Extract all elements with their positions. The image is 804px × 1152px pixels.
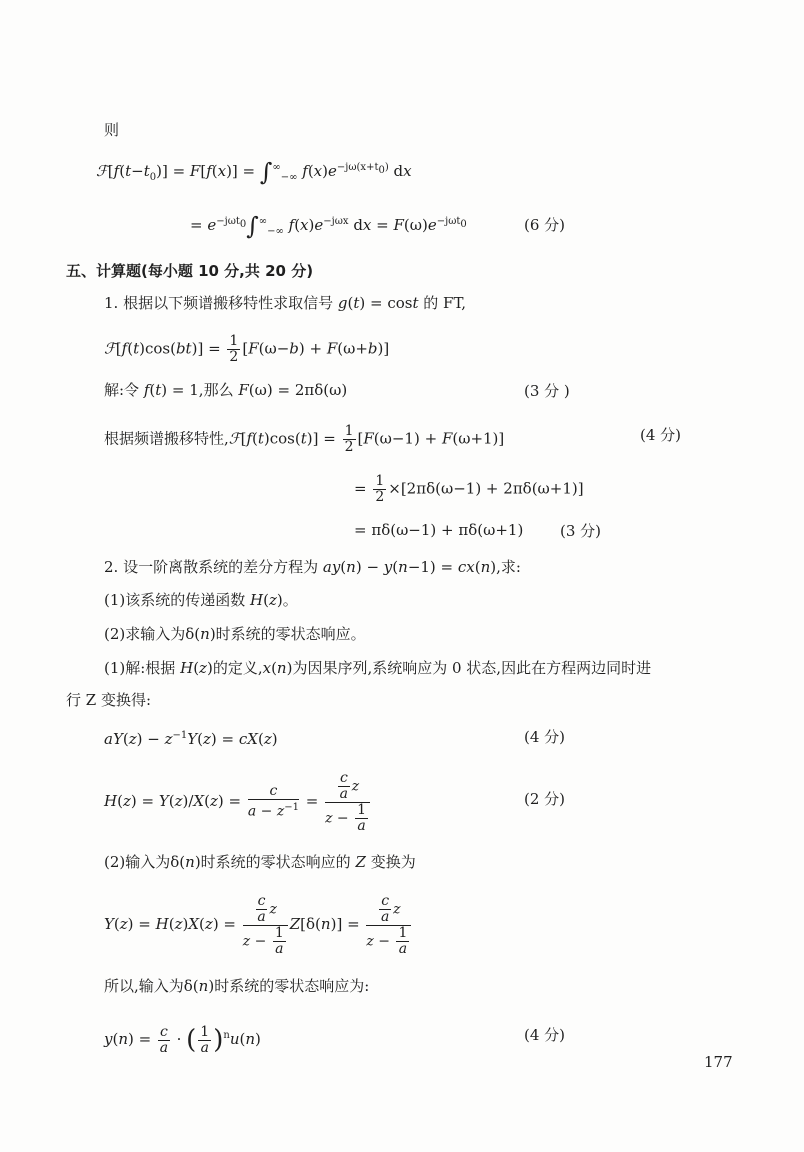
- score-3a: (3 分 ): [524, 382, 570, 400]
- solution-1-label: 解:令: [104, 381, 140, 399]
- solution-2a-line-1: (1)解:根据 H(z)的定义,x(n)为因果序列,系统响应为 0 状态,因此在方程两边同时进: [104, 659, 652, 677]
- solution-1-step-1: 解:令 f(t) = 1,那么 F(ω) = 2πδ(ω): [104, 381, 348, 399]
- solution-2b-p2: 时系统的零状态响应的: [200, 853, 351, 871]
- solution-1-mid: ,那么: [198, 381, 234, 399]
- page-number: 177: [704, 1053, 733, 1071]
- question-1: 1. 根据以下频谱搬移特性求取信号 g(t) = cost 的 FT,: [104, 294, 467, 312]
- equation-shift-property: ℱ[f(t)cos(bt)] = $\frac{1}{2}$ [F(ω−b) + F(ω+b)]: [104, 333, 390, 365]
- equation-ft-shift-2: = $e^{-j\omega t_0}\int^\infty_{-\infty}$ $f(x)e^{-j\omega x}$ dx = $F(\omega)e^{-j\omega t_0}$: [190, 212, 467, 240]
- question-2a-text: (1)该系统的传递函数: [104, 591, 246, 609]
- solution-1-step-4: = πδ(ω−1) + πδ(ω+1): [354, 521, 524, 539]
- equation-ft-shift-1: $ℱ[f(t-t_0)] = F[f(x)] = \int^\infty_{-\infty}$ $f(x)e^{-j\omega(x+t_0)}$ dx: [96, 158, 412, 186]
- score-2: (2 分): [524, 790, 566, 808]
- solution-1-prop: 根据频谱搬移特性,: [104, 429, 229, 448]
- equation-yz: Y(z) = H(z)X(z) = $\frac{c}{a}$ z z − $\frac{1}{a}$ Z[δ(n)] = $\frac{c}{a}$ z z − $\frac{1}{a}$: [104, 888, 413, 960]
- solution-2a-p3: 为因果序列,系统响应为 0 状态,因此在方程两边同时进: [292, 659, 652, 677]
- equation-yn: y(n) = $\frac{c}{a}$ · ( $\frac{1}{a}$ )$^n$u(n): [104, 1023, 261, 1056]
- section-title: 五、计算题(每小题 10 分,共 20 分): [66, 262, 314, 280]
- solution-2a-line-2: 行 Z 变换得:: [66, 691, 152, 709]
- ze-label: 则: [104, 121, 120, 139]
- solution-1-step-2: 根据频谱搬移特性,ℱ[f(t)cos(t)] = $\frac{1}{2}$ [F(ω−1) + F(ω+1)]: [104, 423, 505, 455]
- question-2b: (2)求输入为δ(n)时系统的零状态响应。: [104, 625, 366, 643]
- solution-2b-p3: 变换为: [370, 853, 416, 871]
- score-4b: (4 分): [524, 728, 566, 746]
- question-1-tail: 的 FT,: [423, 294, 467, 312]
- equation-hz: H(z) = Y(z)/X(z) = $\frac{c}{a - z^{-1}}$ = $\frac{c}{a}$ z z − $\frac{1}{a}$: [104, 766, 372, 836]
- solution-2a-p1: (1)解:根据: [104, 659, 176, 677]
- score-3b: (3 分): [560, 522, 602, 540]
- question-2a: (1)该系统的传递函数 H(z)。: [104, 591, 298, 609]
- question-2-text: 2. 设一阶离散系统的差分方程为: [104, 558, 319, 576]
- question-2b-tail: 时系统的零状态响应。: [215, 625, 366, 643]
- solution-2c-line: 所以,输入为δ(n)时系统的零状态响应为:: [104, 977, 370, 995]
- solution-2b-p1: (2)输入为: [104, 853, 171, 871]
- score-6: (6 分): [524, 216, 566, 234]
- solution-2c-p1: 所以,输入为: [104, 977, 184, 995]
- solution-2c-p2: 时系统的零状态响应为:: [214, 977, 370, 995]
- solution-2b-line: (2)输入为δ(n)时系统的零状态响应的 Z 变换为: [104, 853, 416, 871]
- question-2b-text: (2)求输入为: [104, 625, 186, 643]
- question-1-text: 1. 根据以下频谱搬移特性求取信号: [104, 294, 334, 312]
- solution-1-step-3: = $\frac{1}{2}$ ×[2πδ(ω−1) + 2πδ(ω+1)]: [354, 473, 584, 505]
- score-4c: (4 分): [524, 1026, 566, 1044]
- question-2-tail: ,求:: [496, 558, 521, 576]
- score-4a: (4 分): [640, 426, 682, 444]
- question-2: 2. 设一阶离散系统的差分方程为 ay(n) − y(n−1) = cx(n),求:: [104, 558, 521, 576]
- solution-2a-p2: 的定义,: [212, 659, 263, 677]
- equation-z-transform: $aY(z) - z^{-1}Y(z) = cX(z)$: [104, 730, 278, 748]
